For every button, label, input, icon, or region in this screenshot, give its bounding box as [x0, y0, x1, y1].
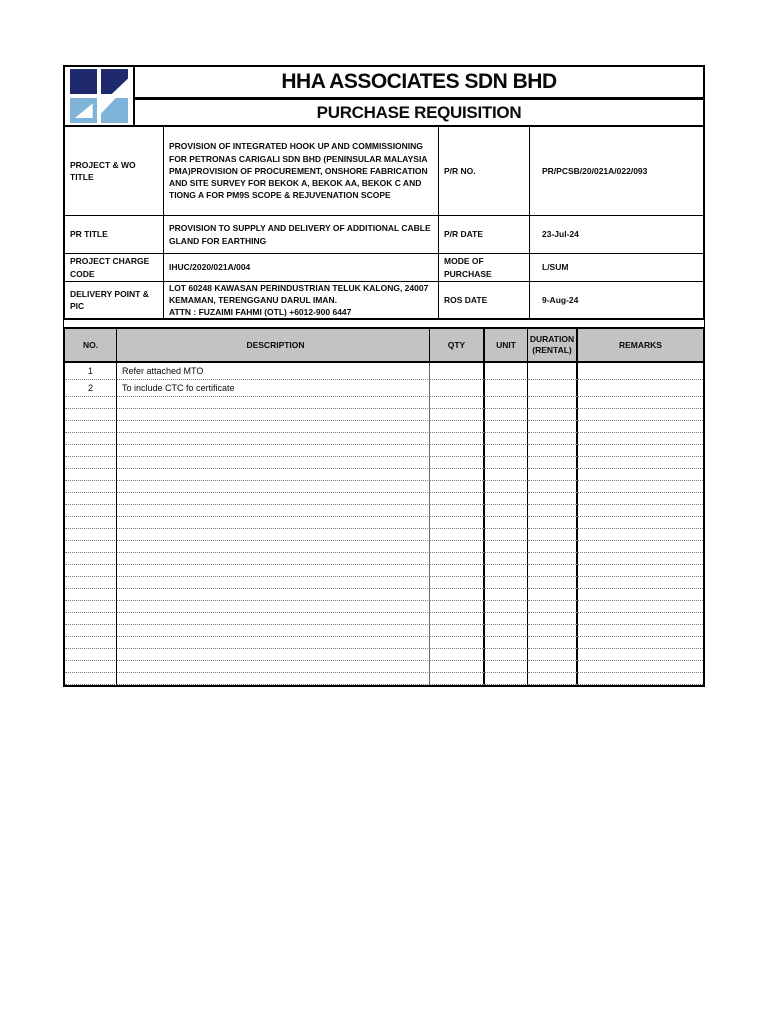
table-row	[65, 469, 703, 481]
item-no	[65, 397, 117, 409]
table-row	[65, 661, 703, 673]
item-duration	[528, 673, 578, 685]
item-qty	[430, 397, 485, 409]
item-no	[65, 541, 117, 553]
table-row	[65, 673, 703, 685]
item-duration	[528, 589, 578, 601]
table-row	[65, 637, 703, 649]
item-qty	[430, 589, 485, 601]
item-qty	[430, 649, 485, 661]
item-qty	[430, 380, 485, 397]
pr-no-value: PR/PCSB/20/021A/022/093	[542, 165, 648, 176]
item-remarks	[578, 380, 703, 397]
item-description	[117, 553, 430, 565]
item-no	[65, 529, 117, 541]
delivery-point-value	[164, 282, 439, 318]
item-duration	[528, 625, 578, 637]
item-description	[117, 517, 430, 529]
item-duration	[528, 637, 578, 649]
items-table-header	[65, 329, 703, 363]
item-unit	[485, 421, 528, 433]
item-duration	[528, 577, 578, 589]
table-row	[65, 601, 703, 613]
separator-strip	[63, 320, 705, 327]
item-qty	[430, 457, 485, 469]
item-duration	[528, 457, 578, 469]
item-unit	[485, 493, 528, 505]
item-description	[117, 409, 430, 421]
item-description	[117, 565, 430, 577]
delivery-point-label: DELIVERY POINT & PIC	[65, 282, 164, 318]
item-description	[117, 625, 430, 637]
item-qty	[430, 541, 485, 553]
item-no	[65, 517, 117, 529]
table-row	[65, 409, 703, 421]
item-unit	[485, 625, 528, 637]
item-description	[117, 445, 430, 457]
item-remarks	[578, 553, 703, 565]
item-no	[65, 625, 117, 637]
item-no	[65, 589, 117, 601]
project-wo-title-value: PROVISION OF INTEGRATED HOOK UP AND COMMISSIONING FOR PETRONAS CARIGALI SDN BHD (PENINSULAR MALAYSIA PMA)PROVISION OF PROCUREMENT, ONSHORE FABRICATION AND SITE SURVEY FOR BEKOK A, BEKOK AA, BEKOK C AND TIONG A FOR PM9S SCOPE & REJUVENATION SCOPE	[164, 127, 439, 215]
item-no	[65, 505, 117, 517]
table-row	[65, 433, 703, 445]
item-description	[117, 433, 430, 445]
logo-square-top-right	[101, 69, 128, 94]
item-qty	[430, 469, 485, 481]
item-qty	[430, 421, 485, 433]
item-duration	[528, 363, 578, 380]
table-row	[65, 589, 703, 601]
item-duration	[528, 541, 578, 553]
item-description	[117, 469, 430, 481]
item-qty	[430, 673, 485, 685]
item-duration	[528, 421, 578, 433]
table-row	[65, 363, 703, 380]
item-unit	[485, 529, 528, 541]
item-remarks	[578, 589, 703, 601]
logo-square-bottom-left	[70, 98, 97, 123]
item-unit	[485, 553, 528, 565]
project-charge-code-value: IHUC/2020/021A/004	[164, 254, 439, 281]
info-row-charge-code	[65, 254, 703, 282]
item-no	[65, 637, 117, 649]
item-unit	[485, 661, 528, 673]
item-description	[117, 505, 430, 517]
item-qty	[430, 409, 485, 421]
info-row-delivery	[65, 282, 703, 318]
item-remarks	[578, 433, 703, 445]
item-description	[117, 649, 430, 661]
item-remarks	[578, 363, 703, 380]
item-unit	[485, 589, 528, 601]
pr-no-label: P/R NO.	[439, 127, 530, 215]
col-header-qty: QTY	[430, 329, 485, 361]
item-qty	[430, 493, 485, 505]
delivery-line-2: KEMAMAN, TERENGGANU DARUL IMAN.	[169, 294, 337, 305]
item-no	[65, 673, 117, 685]
company-logo	[65, 67, 135, 125]
item-no	[65, 577, 117, 589]
item-qty	[430, 625, 485, 637]
col-header-unit: UNIT	[485, 329, 528, 361]
item-unit	[485, 577, 528, 589]
item-unit	[485, 601, 528, 613]
mode-of-purchase-label: MODE OF PURCHASE	[439, 254, 530, 281]
item-duration	[528, 517, 578, 529]
item-unit	[485, 380, 528, 397]
item-qty	[430, 433, 485, 445]
item-description	[117, 589, 430, 601]
table-row	[65, 529, 703, 541]
item-duration	[528, 481, 578, 493]
item-remarks	[578, 481, 703, 493]
table-row	[65, 649, 703, 661]
item-duration	[528, 529, 578, 541]
item-description	[117, 637, 430, 649]
item-no	[65, 661, 117, 673]
ros-date-value: 9-Aug-24	[542, 294, 579, 305]
item-no	[65, 553, 117, 565]
item-remarks	[578, 529, 703, 541]
table-row	[65, 421, 703, 433]
item-qty	[430, 661, 485, 673]
item-no	[65, 445, 117, 457]
pr-date-value: 23-Jul-24	[542, 229, 579, 240]
item-duration	[528, 649, 578, 661]
item-qty	[430, 613, 485, 625]
document-header	[63, 65, 705, 127]
table-row	[65, 493, 703, 505]
item-description: To include CTC fo certificate	[117, 380, 430, 397]
item-unit	[485, 517, 528, 529]
item-no	[65, 649, 117, 661]
item-no	[65, 409, 117, 421]
item-description	[117, 457, 430, 469]
item-qty	[430, 553, 485, 565]
item-duration	[528, 380, 578, 397]
item-description	[117, 601, 430, 613]
item-unit	[485, 445, 528, 457]
item-qty	[430, 505, 485, 517]
item-duration	[528, 397, 578, 409]
delivery-line-1: LOT 60248 KAWASAN PERINDUSTRIAN TELUK KALONG, 24007	[169, 282, 429, 293]
item-qty	[430, 517, 485, 529]
item-no	[65, 481, 117, 493]
item-remarks	[578, 625, 703, 637]
item-description	[117, 541, 430, 553]
info-section	[63, 127, 705, 320]
item-unit	[485, 433, 528, 445]
header-titles	[135, 67, 703, 125]
col-header-duration-line1: DURATION	[529, 334, 575, 345]
col-header-duration	[528, 329, 578, 361]
logo-square-top-left	[70, 69, 97, 94]
item-unit	[485, 541, 528, 553]
item-unit	[485, 409, 528, 421]
item-qty	[430, 637, 485, 649]
item-duration	[528, 469, 578, 481]
item-unit	[485, 637, 528, 649]
item-remarks	[578, 517, 703, 529]
item-description	[117, 529, 430, 541]
table-row	[65, 445, 703, 457]
table-row	[65, 577, 703, 589]
item-no	[65, 565, 117, 577]
table-row	[65, 565, 703, 577]
item-qty	[430, 565, 485, 577]
table-row	[65, 505, 703, 517]
item-duration	[528, 565, 578, 577]
item-unit	[485, 565, 528, 577]
item-remarks	[578, 577, 703, 589]
table-row	[65, 380, 703, 397]
item-remarks	[578, 421, 703, 433]
item-no	[65, 601, 117, 613]
items-table	[63, 327, 705, 687]
item-remarks	[578, 469, 703, 481]
item-duration	[528, 433, 578, 445]
item-unit	[485, 649, 528, 661]
purchase-requisition-document	[63, 65, 705, 687]
item-qty	[430, 363, 485, 380]
item-remarks	[578, 457, 703, 469]
item-no	[65, 433, 117, 445]
table-row	[65, 517, 703, 529]
table-row	[65, 553, 703, 565]
item-remarks	[578, 409, 703, 421]
item-remarks	[578, 505, 703, 517]
item-description	[117, 661, 430, 673]
item-unit	[485, 613, 528, 625]
pr-date-label: P/R DATE	[439, 216, 530, 253]
item-duration	[528, 661, 578, 673]
item-duration	[528, 553, 578, 565]
item-description	[117, 421, 430, 433]
item-unit	[485, 481, 528, 493]
item-remarks	[578, 541, 703, 553]
item-duration	[528, 493, 578, 505]
document-title: PURCHASE REQUISITION	[316, 102, 522, 122]
item-unit	[485, 505, 528, 517]
item-no	[65, 613, 117, 625]
item-duration	[528, 409, 578, 421]
item-duration	[528, 505, 578, 517]
project-wo-title-label: PROJECT & WO TITLE	[65, 127, 164, 215]
item-description	[117, 481, 430, 493]
item-no: 2	[65, 380, 117, 397]
item-description	[117, 577, 430, 589]
item-qty	[430, 481, 485, 493]
item-unit	[485, 363, 528, 380]
item-qty	[430, 445, 485, 457]
item-remarks	[578, 613, 703, 625]
item-unit	[485, 469, 528, 481]
item-remarks	[578, 661, 703, 673]
pr-title-value: PROVISION TO SUPPLY AND DELIVERY OF ADDITIONAL CABLE GLAND FOR EARTHING	[164, 216, 439, 253]
item-duration	[528, 601, 578, 613]
mode-of-purchase-value: L/SUM	[542, 262, 569, 273]
item-description: Refer attached MTO	[117, 363, 430, 380]
item-qty	[430, 601, 485, 613]
table-row	[65, 457, 703, 469]
col-header-description: DESCRIPTION	[117, 329, 430, 361]
item-remarks	[578, 445, 703, 457]
item-qty	[430, 529, 485, 541]
project-charge-code-label: PROJECT CHARGE CODE	[65, 254, 164, 281]
item-remarks	[578, 637, 703, 649]
item-remarks	[578, 601, 703, 613]
pr-title-label: PR TITLE	[65, 216, 164, 253]
item-remarks	[578, 673, 703, 685]
col-header-remarks: REMARKS	[619, 339, 662, 350]
ros-date-label: ROS DATE	[439, 282, 530, 318]
logo-square-bottom-right	[101, 98, 128, 123]
item-description	[117, 493, 430, 505]
item-unit	[485, 457, 528, 469]
item-unit	[485, 397, 528, 409]
table-row	[65, 625, 703, 637]
info-row-pr-title	[65, 216, 703, 254]
item-duration	[528, 445, 578, 457]
table-row	[65, 541, 703, 553]
item-remarks	[578, 397, 703, 409]
table-row	[65, 481, 703, 493]
item-description	[117, 613, 430, 625]
item-no	[65, 469, 117, 481]
info-row-project-title	[65, 127, 703, 216]
item-no	[65, 493, 117, 505]
delivery-line-3: ATTN : FUZAIMI FAHMI (OTL) +6012-900 6447	[169, 307, 352, 318]
table-row	[65, 613, 703, 625]
item-duration	[528, 613, 578, 625]
item-description	[117, 673, 430, 685]
item-no	[65, 457, 117, 469]
item-description	[117, 397, 430, 409]
logo-triangle-cutout	[70, 98, 97, 123]
table-row	[65, 397, 703, 409]
item-remarks	[578, 649, 703, 661]
company-name: HHA ASSOCIATES SDN BHD	[135, 67, 703, 100]
col-header-duration-line2: (RENTAL)	[532, 345, 572, 355]
items-table-body	[65, 363, 703, 685]
item-remarks	[578, 565, 703, 577]
item-remarks	[578, 493, 703, 505]
item-qty	[430, 577, 485, 589]
item-no	[65, 421, 117, 433]
hha-logo-icon	[70, 69, 128, 123]
col-header-no: NO.	[65, 329, 117, 361]
item-unit	[485, 673, 528, 685]
item-no: 1	[65, 363, 117, 380]
